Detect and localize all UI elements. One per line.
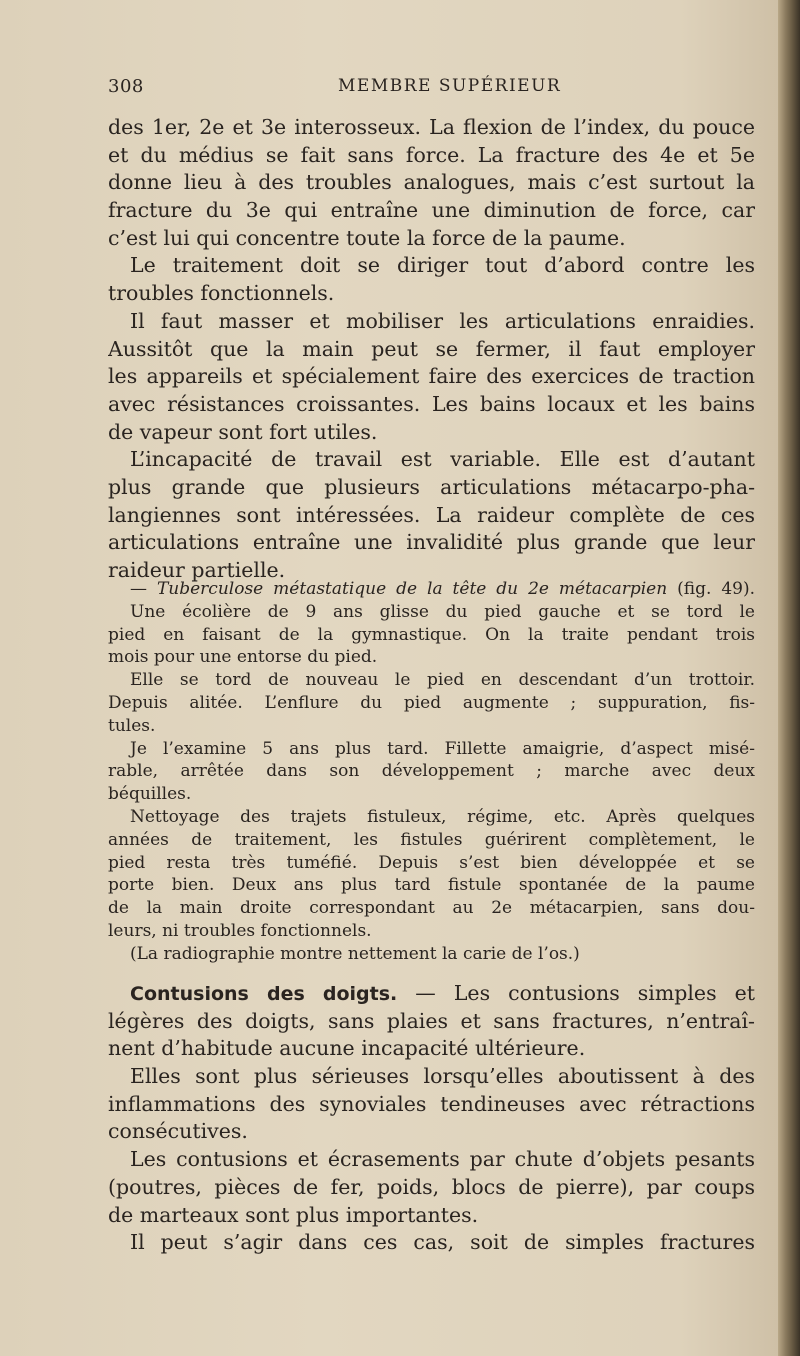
- text-line: et du médius se fait sans force. La fracture des 4e et 5e: [108, 142, 755, 167]
- text-line: troubles fonctionnels.: [108, 281, 335, 306]
- text-line: béquilles.: [108, 784, 192, 805]
- case-paragraph-4: [108, 806, 755, 943]
- text-line: Aussitôt que la main peut se fermer, il faut employer: [108, 336, 755, 361]
- text-line: Depuis alitée. L’enflure du pied augmente ; suppuration, fis-: [108, 692, 755, 713]
- text-line: Le traitement doit se diriger tout d’abord contre les: [130, 253, 755, 278]
- case-paragraph-5: [108, 943, 755, 966]
- running-title: MEMBRE SUPÉRIEUR: [338, 76, 562, 96]
- text-line: Elle se tord de nouveau le pied en descendant d’un trottoir.: [130, 670, 755, 691]
- text-line: L’incapacité de travail est variable. Elle est d’autant: [130, 447, 755, 472]
- text-line: c’est lui qui concentre toute la force de la paume.: [108, 225, 626, 250]
- text-line: pied en faisant de la gymnastique. On la traite pendant trois: [108, 624, 755, 645]
- case-title: Tuberculose métastatique de la tête du 2e métacarpien: [156, 579, 668, 599]
- text-line: (poutres, pièces de fer, poids, blocs de pierre), par coups: [108, 1174, 755, 1199]
- text-line: (La radiographie montre nettement la carie de l’os.): [130, 943, 580, 964]
- page-edge-shadow: [778, 0, 800, 1356]
- paragraph-massage: [108, 308, 755, 446]
- text-line: avec résistances croissantes. Les bains locaux et les bains: [108, 391, 755, 416]
- text-line: fracture du 3e qui entraîne une diminution de force, car: [108, 198, 755, 223]
- contusions-paragraph-2: [108, 1063, 755, 1146]
- text-line: mois pour une entorse du pied.: [108, 647, 378, 668]
- text-line: raideur partielle.: [108, 558, 286, 582]
- page-number: 308: [108, 76, 144, 97]
- text-line: porte bien. Deux ans plus tard fistule spontanée de la paume: [108, 875, 755, 896]
- contusions-paragraph-4: [108, 1229, 755, 1257]
- section-heading: Contusions des doigts.: [130, 983, 398, 1005]
- page-header: [108, 76, 752, 100]
- case-paragraph-1: [108, 578, 755, 669]
- text-line: rable, arrêtée dans son développement ; marche avec deux: [108, 761, 755, 782]
- text-line: légères des doigts, sans plaies et sans fractures, n’entraî-: [108, 1008, 755, 1033]
- figure-reference: (fig. 49).: [677, 579, 755, 599]
- text-line: années de traitement, les fistules guérirent complètement, le: [108, 829, 755, 850]
- text-line: articulations entraîne une invalidité plus grande que leur: [108, 530, 755, 555]
- text-line: plus grande que plusieurs articulations métacarpo-pha-: [108, 474, 755, 499]
- contusions-heading-line: [108, 980, 755, 1008]
- case-report: [108, 578, 755, 966]
- text-line: Il faut masser et mobiliser les articulations enraidies.: [130, 308, 755, 333]
- case-paragraph-2: [108, 669, 755, 737]
- text-line: Elles sont plus sérieuses lorsqu’elles aboutissent à des: [130, 1064, 755, 1089]
- text-line: Je l’examine 5 ans plus tard. Fillette amaigrie, d’aspect misé-: [130, 738, 755, 759]
- text-line: Les contusions et écrasements par chute d’objets pesants: [130, 1147, 755, 1172]
- text-line: les appareils et spécialement faire des exercices de traction: [108, 364, 755, 389]
- text-line: inflammations des synoviales tendineuses avec rétractions: [108, 1091, 755, 1116]
- text-line: de vapeur sont fort utiles.: [108, 419, 378, 444]
- text-line: tules.: [108, 715, 156, 736]
- text-line: de la main droite correspondant au 2e métacarpien, sans dou-: [108, 898, 755, 919]
- heading-continuation: — Les contusions simples et: [415, 981, 755, 1005]
- case-paragraph-3: [108, 738, 755, 806]
- text-line: Nettoyage des trajets fistuleux, régime, etc. Après quelques: [130, 806, 755, 827]
- text-line: leurs, ni troubles fonctionnels.: [108, 920, 372, 941]
- text-line: pied resta très tuméfié. Depuis s’est bien développée et se: [108, 852, 755, 873]
- text-line: Une écolière de 9 ans glisse du pied gauche et se tord le: [130, 601, 755, 622]
- case-dash: —: [130, 579, 147, 599]
- main-text-top: [108, 114, 755, 585]
- text-line: consécutives.: [108, 1119, 248, 1144]
- case-title-line: [108, 578, 755, 601]
- text-line: nent d’habitude aucune incapacité ultérieure.: [108, 1036, 586, 1061]
- paragraph-treatment: [108, 252, 755, 307]
- text-line: langiennes sont intéressées. La raideur complète de ces: [108, 502, 755, 527]
- contusions-section: [108, 980, 755, 1257]
- paragraph-fracture-effects: [108, 114, 755, 252]
- paragraph-incapacity: [108, 446, 755, 584]
- text-line: des 1er, 2e et 3e interosseux. La flexion de l’index, du pouce: [108, 115, 755, 139]
- text-line: donne lieu à des troubles analogues, mais c’est surtout la: [108, 170, 755, 195]
- contusions-paragraph-3: [108, 1146, 755, 1229]
- text-line: Il peut s’agir dans ces cas, soit de simples fractures: [130, 1230, 755, 1255]
- contusions-paragraph-1: [108, 980, 755, 1063]
- text-line: de marteaux sont plus importantes.: [108, 1202, 479, 1227]
